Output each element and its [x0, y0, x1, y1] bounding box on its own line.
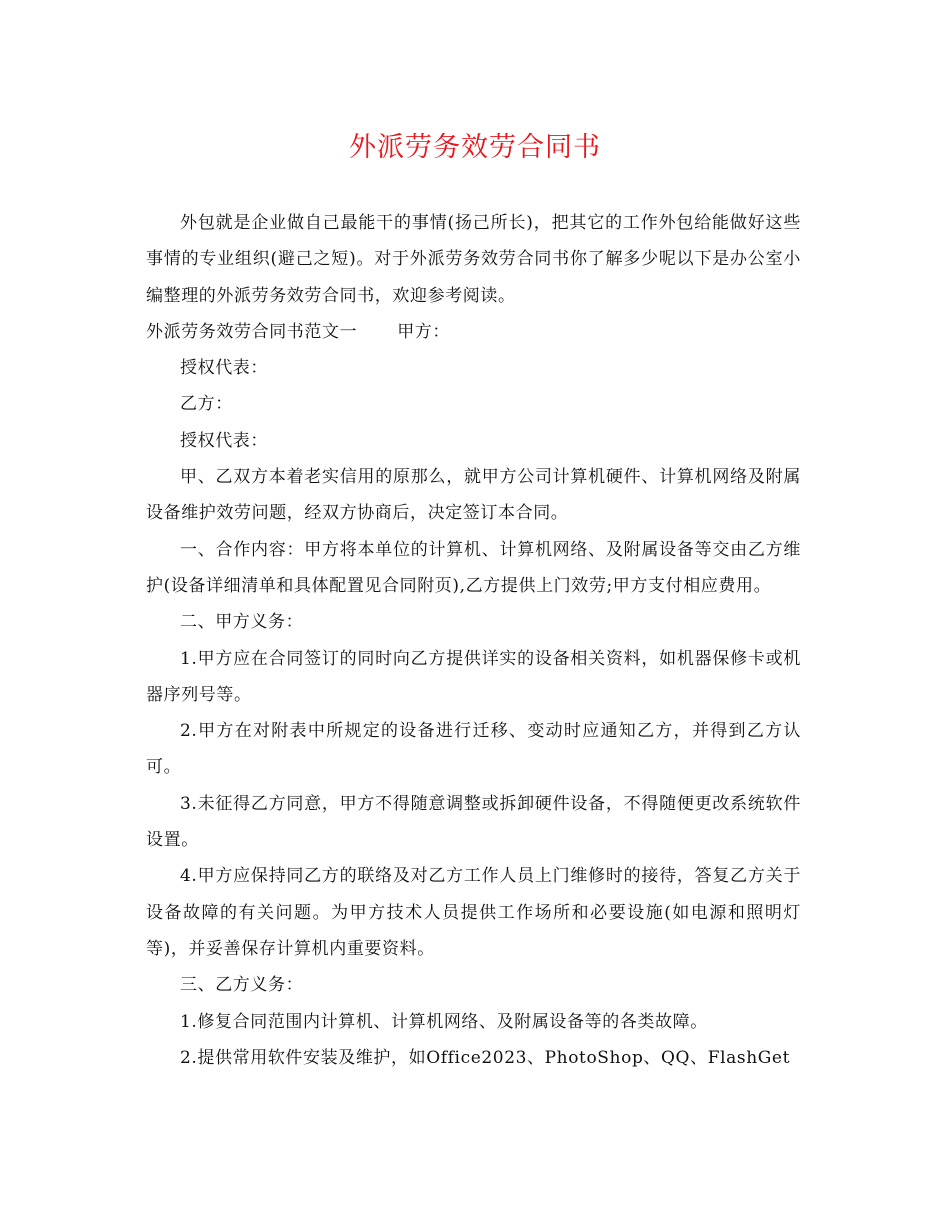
clause-1-cooperation: 一、合作内容：甲方将本单位的计算机、计算机网络、及附属设备等交由乙方维护(设备详细清单和具体配置见合同附页),乙方提供上门效劳;甲方支付相应费用。 — [146, 539, 801, 596]
party-b-label: 乙方： — [180, 394, 233, 415]
sample-heading-line — [146, 314, 801, 350]
party-a-label: 甲方： — [397, 321, 451, 342]
clause-2-item-4: 4.甲方应保持同乙方的联络及对乙方工作人员上门维修时的接待，答复乙方关于设备故障的有关问题。为甲方技术人员提供工作场所和必要设施(如电源和照明灯等)，并妥善保存计算机内重要资料。 — [146, 866, 801, 959]
intro-paragraph: 外包就是企业做自己最能干的事情(扬己所长)，把其它的工作外包给能做好这些事情的专业组织(避己之短)。对于外派劳务效劳合同书你了解多少呢以下是办公室小编整理的外派劳务效劳合同书，欢迎参考阅读。 — [146, 213, 801, 306]
clause-3-item-1: 1.修复合同范围内计算机、计算机网络、及附属设备等的各类故障。 — [180, 1011, 708, 1032]
clause-3-item-2: 2.提供常用软件安装及维护，如Office2023、PhotoShop、QQ、FlashGet — [180, 1047, 791, 1068]
preamble-paragraph: 甲、乙双方本着老实信用的原那么，就甲方公司计算机硬件、计算机网络及附属设备维护效劳问题，经双方协商后，决定签订本合同。 — [146, 467, 801, 524]
auth-rep-a-label: 授权代表： — [180, 358, 268, 379]
clause-3-heading: 三、乙方义务： — [180, 975, 304, 996]
document-body — [146, 205, 801, 1076]
clause-2-item-1: 1.甲方应在合同签订的同时向乙方提供详实的设备相关资料，如机器保修卡或机器序列号等。 — [146, 648, 801, 705]
clause-2-item-2: 2.甲方在对附表中所规定的设备进行迁移、变动时应通知乙方，并得到乙方认可。 — [146, 721, 801, 778]
auth-rep-b-label: 授权代表： — [180, 430, 268, 451]
clause-2-heading: 二、甲方义务： — [180, 612, 304, 633]
document-title: 外派劳务效劳合同书 — [349, 132, 601, 163]
sample-heading: 外派劳务效劳合同书范文一 — [146, 321, 358, 342]
clause-2-item-3: 3.未征得乙方同意，甲方不得随意调整或拆卸硬件设备，不得随便更改系统软件设置。 — [146, 793, 801, 851]
